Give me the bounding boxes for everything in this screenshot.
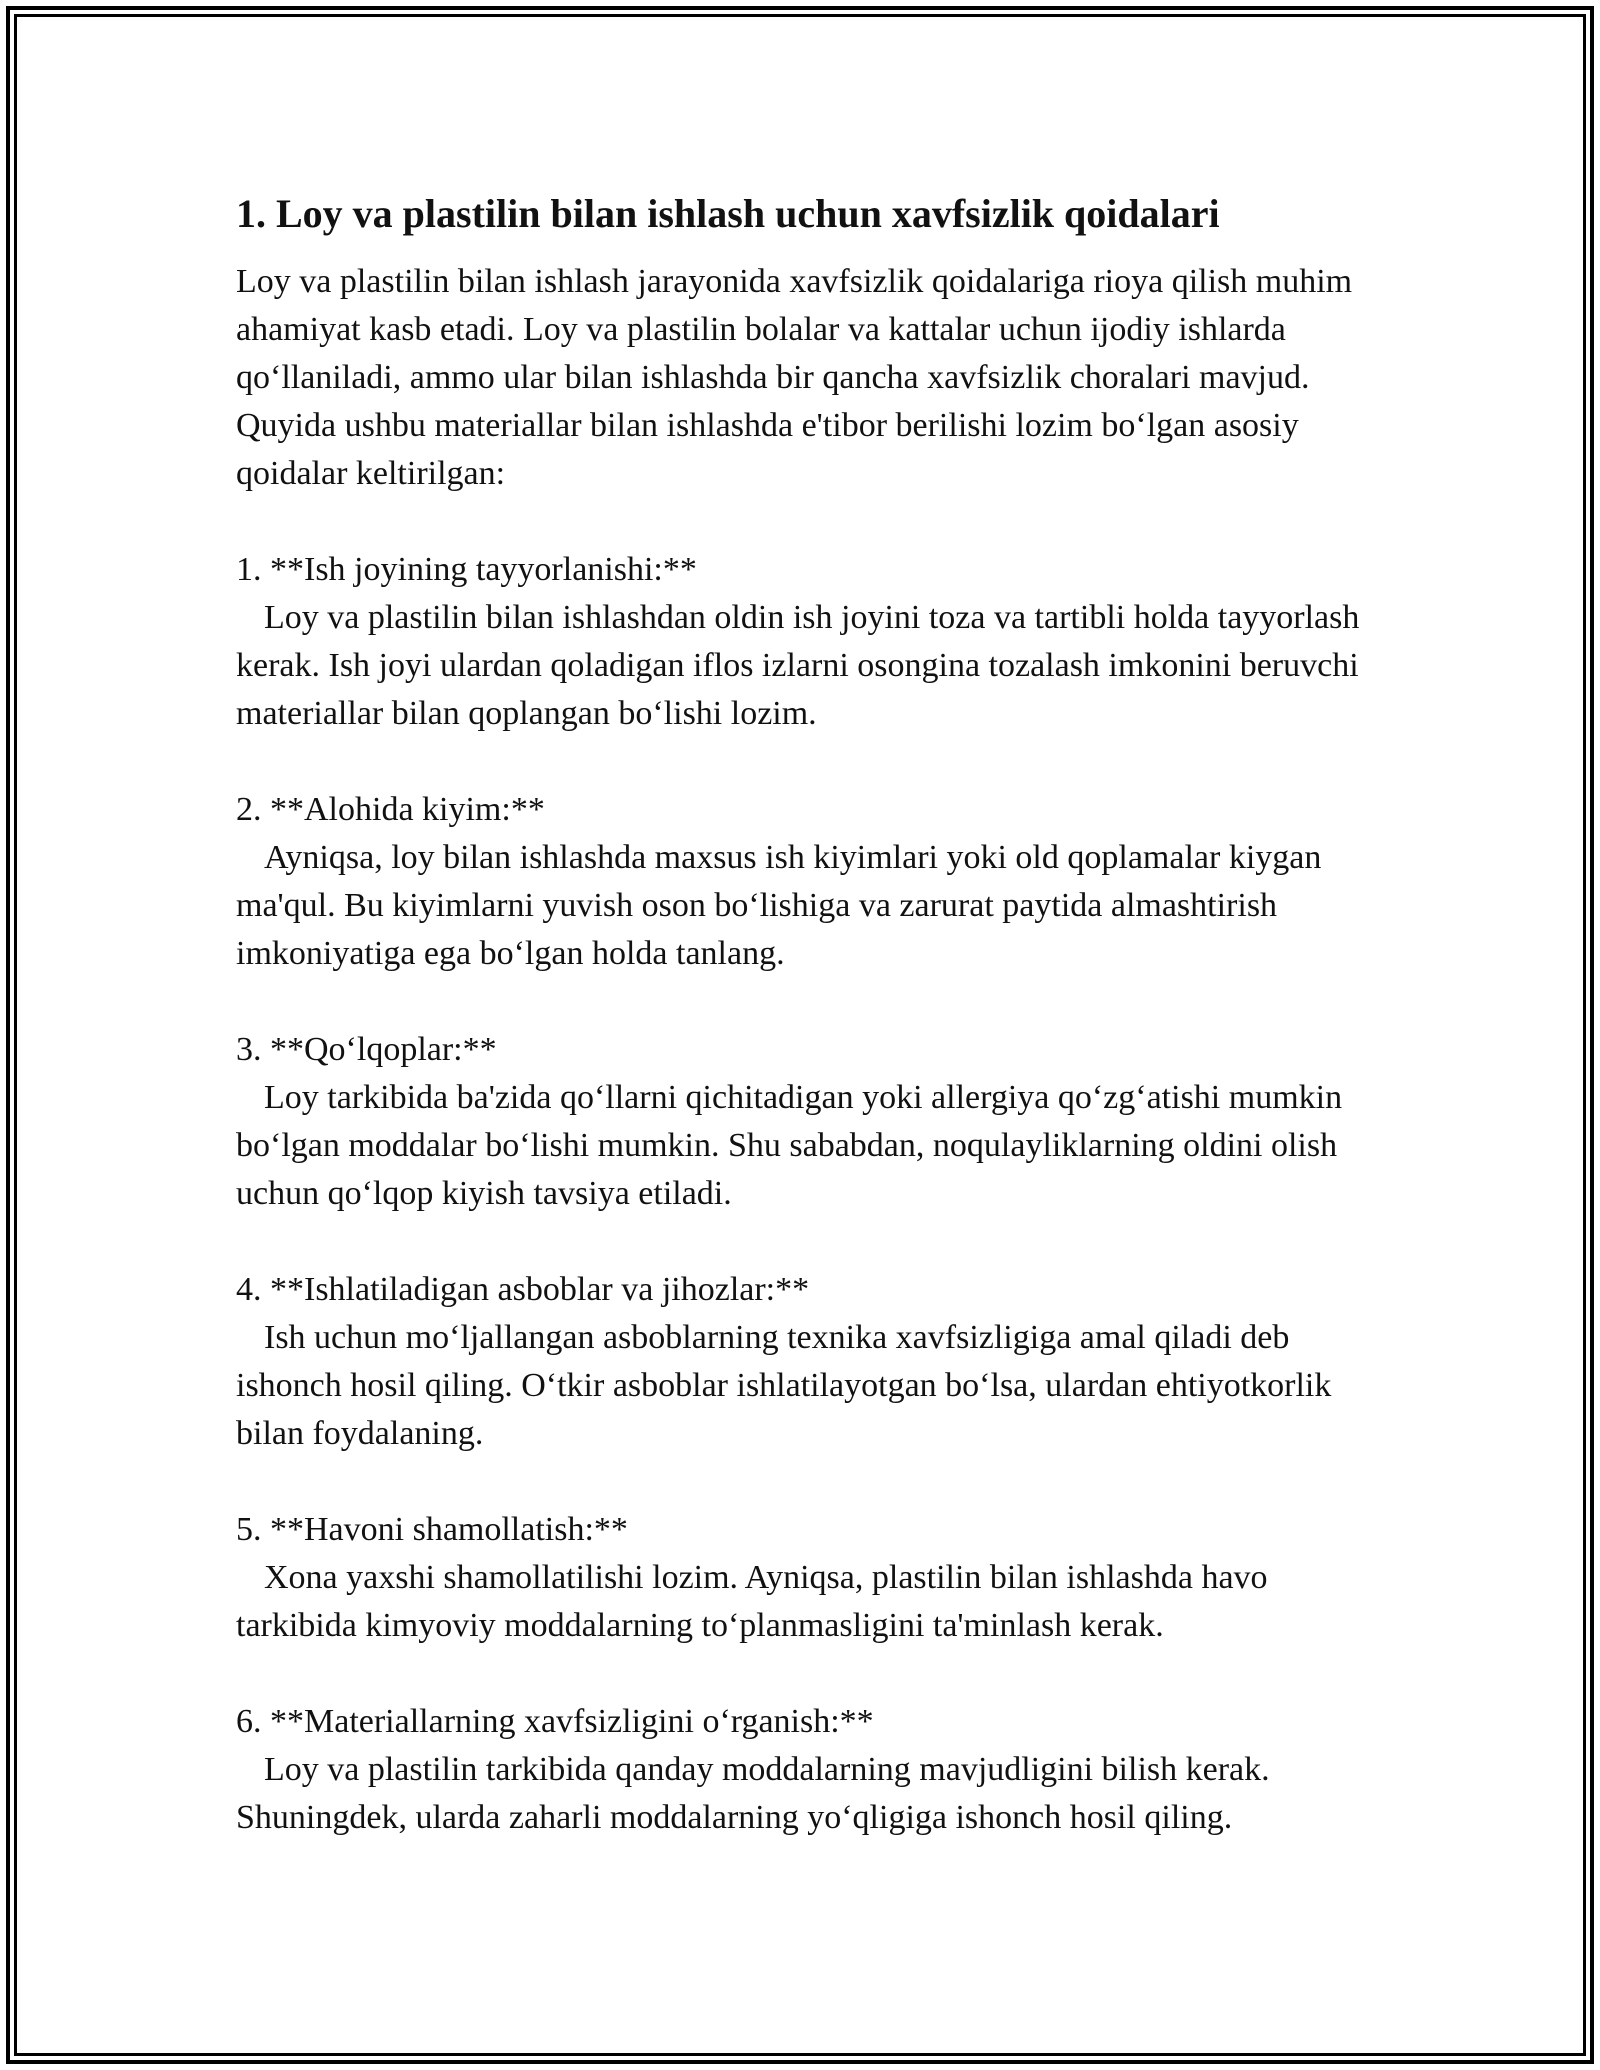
rule-body-text: Loy va plastilin bilan ishlashdan oldin ish joyini toza va tartibli holda tayyorlash kerak. Ish joyi ulardan qoladigan iflos izlarni osongina tozalash imkonini beruvchi materiallar bilan qoplangan bo‘lishi lozim. xyxy=(236,599,1360,732)
rule-body-text: Ish uchun mo‘ljallangan asboblarning texnika xavfsizligiga amal qiladi deb ishonch hosil qiling. O‘tkir asboblar ishlatilayotgan bo‘lsa, ulardan ehtiyotkorlik bilan foydalaning. xyxy=(236,1319,1332,1452)
rule-section-4 xyxy=(236,1266,1386,1458)
document-title: 1. Loy va plastilin bilan ishlash uchun xavfsizlik qoidalari xyxy=(236,191,1220,236)
intro-paragraph: Loy va plastilin bilan ishlash jarayonida xavfsizlik qoidalariga rioya qilish muhim ahamiyat kasb etadi. Loy va plastilin bolalar va kattalar uchun ijodiy ishlarda qo‘llaniladi, ammo ular bilan ishlashda bir qancha xavfsizlik choralari mavjud. Quyida ushbu materiallar bilan ishlashda e'tibor berilishi lozim bo‘lgan asosiy qoidalar keltirilgan: xyxy=(236,263,1353,492)
rule-body xyxy=(236,834,1386,978)
rule-heading: 5. **Havoni shamollatish:** xyxy=(236,1511,628,1548)
rule-body xyxy=(236,1074,1386,1218)
rule-body xyxy=(236,1314,1386,1458)
rule-body-text: Loy tarkibida ba'zida qo‘llarni qichitadigan yoki allergiya qo‘zg‘atishi mumkin bo‘lgan moddalar bo‘lishi mumkin. Shu sababdan, noqulayliklarning oldini olish uchun qo‘lqop kiyish tavsiya etiladi. xyxy=(236,1079,1343,1212)
rule-section-2 xyxy=(236,786,1386,978)
rule-section-5 xyxy=(236,1506,1386,1650)
rule-heading: 6. **Materiallarning xavfsizligini o‘rganish:** xyxy=(236,1703,874,1740)
rule-body-text: Loy va plastilin tarkibida qanday moddalarning mavjudligini bilish kerak. Shuningdek, ularda zaharli moddalarning yo‘qligiga ishonch hosil qiling. xyxy=(236,1751,1270,1836)
rule-body-text: Xona yaxshi shamollatilishi lozim. Ayniqsa, plastilin bilan ishlashda havo tarkibida kimyoviy moddalarning to‘planmasligini ta'minlash kerak. xyxy=(236,1559,1268,1644)
rule-body xyxy=(236,1554,1386,1650)
rule-body xyxy=(236,1746,1386,1842)
rule-heading: 4. **Ishlatiladigan asboblar va jihozlar:** xyxy=(236,1271,810,1308)
document-body xyxy=(236,186,1386,1842)
rule-section-3 xyxy=(236,1026,1386,1218)
rule-body xyxy=(236,594,1386,738)
rule-body-text: Ayniqsa, loy bilan ishlashda maxsus ish kiyimlari yoki old qoplamalar kiygan ma'qul. Bu kiyimlarni yuvish oson bo‘lishiga va zarurat paytida almashtirish imkoniyatiga ega bo‘lgan holda tanlang. xyxy=(236,839,1322,972)
rule-section-1 xyxy=(236,546,1386,738)
rule-heading: 2. **Alohida kiyim:** xyxy=(236,791,545,828)
rule-heading: 1. **Ish joyining tayyorlanishi:** xyxy=(236,551,697,588)
rule-section-6 xyxy=(236,1698,1386,1842)
rule-heading: 3. **Qo‘lqoplar:** xyxy=(236,1031,497,1068)
